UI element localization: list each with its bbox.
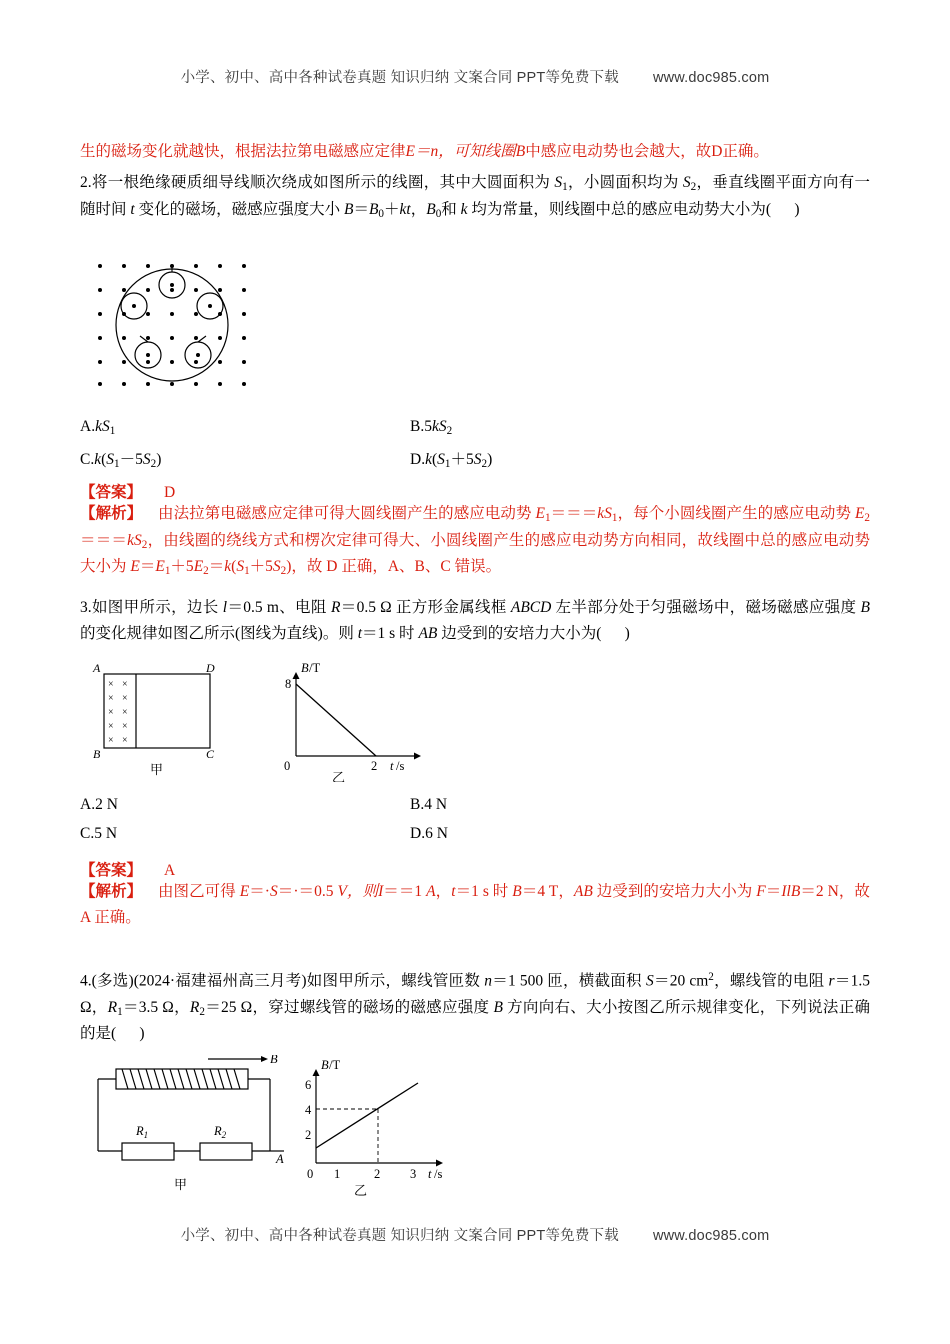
q3-option-B[interactable]: B.4 N [410,796,448,813]
svg-text:/s: /s [396,759,405,773]
svg-text:B: B [321,1058,329,1072]
q2-number: 2. [80,174,92,191]
q4-solenoid [98,1069,270,1089]
q3-figure [88,660,488,782]
svg-text:3: 3 [410,1167,417,1181]
q3-graph-axes [293,672,422,760]
q3-label-jia: 甲 [150,762,164,777]
svg-text:8: 8 [285,677,292,691]
q2-option-D[interactable]: $D.k(S_1+5S_2)$ [410,451,493,471]
svg-text:4: 4 [305,1103,312,1117]
svg-text:A: A [276,1152,284,1166]
q3-label-yi: 乙 [332,770,346,782]
svg-text:0: 0 [307,1167,314,1181]
q3-answer [80,858,175,880]
svg-text:1: 1 [334,1167,341,1181]
q1-explanation-tail [80,139,870,165]
q2-option-C[interactable]: $C.k(S_1-5S_2)$ [80,451,162,471]
q3-diagram [88,660,488,782]
svg-text:×: × [108,721,114,732]
q2-stem: 2.将一根绝缘硬质细导线顺次绕成如图所示的线圈，其中大圆面积为 $S_1$，小圆面积均为 $S_2$，垂直线圈平面方向有一随时间 t 变化的磁场，磁感应强度大小 $B=B_0+kt$，$B_0$和 k 均为常量，则线圈中总的感应电动势大小为( ) [80,174,870,220]
svg-text:×: × [122,679,128,690]
q3-field-crosses [108,679,128,746]
coil-leads [140,264,206,342]
svg-text:/s: /s [434,1167,443,1181]
svg-text:t: t [390,759,394,773]
watermark-bottom-url: www.doc985.com [652,1228,770,1244]
q4-label-B: B [270,1055,278,1066]
q4-number: 4. [80,972,92,990]
svg-text:×: × [122,721,128,732]
q3-options-row-2 [80,825,870,843]
svg-text:t: t [428,1167,432,1181]
q4-graph-line [316,1083,418,1148]
q1-tail-italic: 可知线圈B [453,143,526,160]
svg-text:×: × [108,679,114,690]
watermark-top [0,66,950,87]
coil-center-dots [132,283,212,357]
svg-text:A: A [93,661,101,675]
svg-text:×: × [122,693,128,704]
svg-text:×: × [108,707,114,718]
svg-text:/T: /T [329,1058,341,1072]
q3-option-C[interactable]: C.5 N [80,825,118,842]
svg-text:R2: $R_2$ [214,1124,227,1140]
q4-label-jia: 甲 [174,1177,188,1192]
q3-option-A[interactable]: A.2 N [80,796,118,813]
q2-options-row-1 [80,418,870,437]
q2-coil-diagram [92,258,312,398]
svg-text:D: D [206,661,215,675]
q3-stem: 3.如图甲所示，边长 l＝0.5 m、电阻 R＝0.5 Ω 正方形金属线框 ABCD 左半部分处于匀强磁场中，磁场磁感应强度 B 的变化规律如图乙所示(图线为直线)。则 t＝1 s 时 AB 边受到的安培力大小为( ) [80,599,870,643]
svg-text:0: 0 [284,759,291,773]
q3-number: 3. [80,599,92,616]
q4-circuit-wires [98,1079,284,1160]
field-dots [98,264,246,386]
q3-graph-line [296,684,376,756]
q3-options-row-1 [80,796,870,814]
q1-tail-text-a: 生的磁场变化就越快，根据法拉第电磁感应定律 [80,143,406,160]
watermark-left-text: 小学、初中、高中各种试卷真题 知识归纳 文案合同 PPT等免费下载 [180,70,619,86]
watermark-bottom [0,1224,950,1245]
q4-label-yi: 乙 [354,1183,368,1198]
svg-text:2: 2 [371,759,378,773]
q4-field-arrow [208,1056,268,1062]
q2-answer-value: D [164,484,176,501]
svg-text:×: × [108,693,114,704]
svg-text:R1: $R_1$ [136,1124,149,1140]
q1-tail-text-b: 中感应电动势也会越大，故D正确。 [525,143,769,160]
q3-explanation-label: 【解析】 [80,883,143,900]
watermark-bottom-left-text: 小学、初中、高中各种试卷真题 知识归纳 文案合同 PPT等免费下载 [180,1228,619,1244]
svg-text:B: B [93,747,101,761]
q4-figure [88,1055,508,1200]
q3-answer-label: 【答案】 [80,862,143,879]
svg-text:×: × [122,735,128,746]
q2-answer [80,480,175,502]
q2-explanation-label: 【解析】 [80,505,143,522]
svg-text:×: × [122,707,128,718]
q4-stem: 4.(多选)(2024·福建福州高三月考)如图甲所示，螺线管匝数 n＝1 500 匝，横截面积 S＝20 $cm^2$，螺线管的电阻 r＝1.5 Ω，$R_1=3.5$ Ω，$R_2=25$ Ω，穿过螺线管的磁场的磁感应强度 B 方向向右、大小按图乙所示规律变化，下列说法正确的是( ) [80,971,870,1043]
q2-figure [92,258,312,398]
q3-loop [104,674,210,748]
q3-option-D[interactable]: D.6 N [410,825,448,842]
svg-text:B: B [301,661,309,675]
q3-answer-value: A [164,862,176,879]
q4-graph-dashed [316,1109,378,1163]
q2-answer-label: 【答案】 [80,484,143,501]
svg-text:6: 6 [305,1078,312,1092]
svg-text:2: 2 [374,1167,381,1181]
q2-options-row-2 [80,447,870,470]
svg-text:C: C [206,747,215,761]
svg-text:2: 2 [305,1128,312,1142]
q4-diagram [88,1055,508,1200]
q2-explanation: 【解析】 由法拉第电磁感应定律可得大圆线圈产生的感应电动势 $E_1===kS_1$，每个小圆线圈产生的感应电动势 $E_2===kS_2$，由线圈的绕线方式和楞次定律可得大、小圆线圈产生的感应电动势方向相同，故线圈中总的感应电动势大小为 $E=E_1+5E_2=k(S_1+5S_2)$，故 D 正确，A、B、C 错误。 [80,505,870,578]
q3-explanation: 【解析】 由图乙可得 E＝·S＝·＝0.5 V，则I＝＝1 A，t＝1 s 时 B＝4 T，AB 边受到的安培力大小为 F＝IlB＝2 N，故 A 正确。 [80,883,870,926]
watermark-url: www.doc985.com [652,70,770,86]
q1-tail-formula: E＝n， [405,143,454,160]
svg-text:×: × [108,735,114,746]
q2-option-A[interactable]: $A.kS_1$ [80,418,116,438]
q2-option-B[interactable]: $B.5kS_2$ [410,418,453,438]
svg-text:/T: /T [309,661,321,675]
